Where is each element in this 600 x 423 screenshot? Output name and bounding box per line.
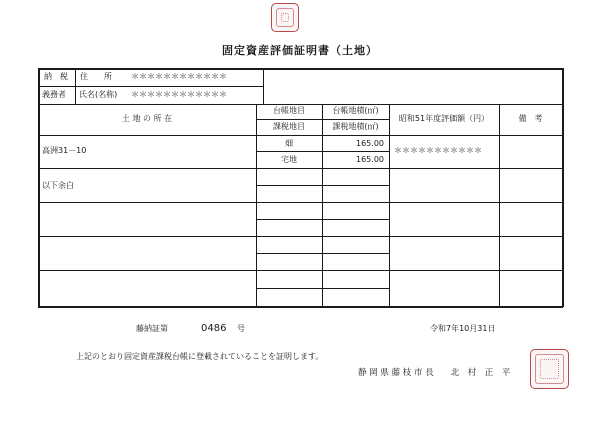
outer-bottom xyxy=(38,306,563,308)
row4-bottom xyxy=(38,270,563,271)
header-sub-divider-a xyxy=(256,119,390,120)
col-sep-2 xyxy=(322,104,323,307)
header-remarks: 備 考 xyxy=(518,114,543,123)
row2-location: 以下余白 xyxy=(42,181,74,190)
col-sep-3 xyxy=(389,104,390,307)
taxpayer-label-divider xyxy=(75,68,76,104)
row1-mid-divider xyxy=(256,151,390,152)
taxpayer-divider xyxy=(38,86,263,87)
row1-location: 高洲31－10 xyxy=(42,146,87,155)
certification-statement: 上記のとおり固定資産課税台帳に登載されていることを証明します。 xyxy=(76,352,324,361)
header-register-area: 台帳地積(㎡) xyxy=(332,106,379,115)
issuer-name: 静 岡 県 藤 枝 市 長 北 村 正 平 xyxy=(358,368,511,378)
certificate-prefix: 藤納証第 xyxy=(136,324,168,333)
row1-bottom xyxy=(38,168,563,169)
document-title: 固定資産評価証明書（土地） xyxy=(222,44,378,57)
name-label: 氏名(名称) xyxy=(79,90,118,99)
col-sep-1 xyxy=(256,104,257,307)
certificate-number: 0486 xyxy=(201,323,227,334)
certificate-suffix: 号 xyxy=(237,324,245,333)
address-label: 住 所 xyxy=(80,72,112,81)
row2-bottom xyxy=(38,202,563,203)
row1-valuation: ＊＊＊＊＊＊＊＊＊＊＊ xyxy=(394,146,482,155)
header-location: 土 地 の 所 在 xyxy=(121,114,173,123)
header-tax-type: 課税地目 xyxy=(273,122,305,131)
issue-date: 令和7年10月31日 xyxy=(430,324,496,333)
row2-mid-divider xyxy=(256,185,390,186)
outer-top xyxy=(38,68,563,70)
taxpayer-label-bottom: 義務者 xyxy=(42,90,66,99)
header-valuation: 昭和51年度評価額（円） xyxy=(398,114,490,123)
col-sep-4 xyxy=(499,104,500,307)
row4-mid-divider xyxy=(256,253,390,254)
row1-register-area: 165.00 xyxy=(356,139,384,148)
header-bottom xyxy=(38,135,563,136)
row5-mid-divider xyxy=(256,288,390,289)
name-value: ＊＊＊＊＊＊＊＊＊＊＊＊ xyxy=(131,90,227,99)
taxpayer-label-top: 納 税 xyxy=(44,72,68,81)
top-seal xyxy=(271,3,299,32)
row3-bottom xyxy=(38,236,563,237)
row1-register-type: 畑 xyxy=(285,139,293,148)
city-seal xyxy=(530,349,569,389)
taxpayer-bottom xyxy=(38,104,563,105)
row1-tax-type: 宅地 xyxy=(281,155,297,164)
header-tax-area: 課税地積(㎡) xyxy=(332,122,379,131)
row1-tax-area: 165.00 xyxy=(356,155,384,164)
row3-mid-divider xyxy=(256,219,390,220)
address-value: ＊＊＊＊＊＊＊＊＊＊＊＊ xyxy=(131,72,227,81)
taxpayer-right-border xyxy=(263,68,264,104)
header-register-type: 台帳地目 xyxy=(273,106,305,115)
